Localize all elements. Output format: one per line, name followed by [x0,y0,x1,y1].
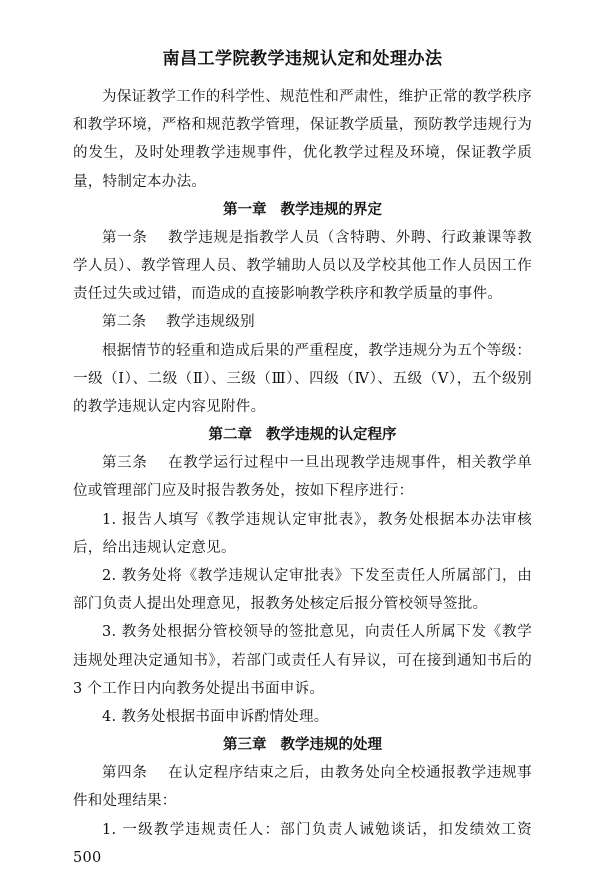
chapter-2-heading [73,421,532,449]
chapter-3-number: 第三章 [223,737,267,754]
article-3: 第三条 在教学运行过程中一旦出现教学违规事件，相关教学单位或管理部门应及时报告教务处，按如下程序进行： [73,455,532,500]
procedure-step-3: 3. 教务处根据分管校领导的签批意见，向责任人所属下发《教学违规处理决定通知书》，若部门或责任人有异议，可在接到通知书后的 3 个工作日内向教务处提出书面申诉。 [73,624,532,697]
chapter-2-title: 教学违规的认定程序 [266,427,397,444]
chapter-2-number: 第二章 [208,427,252,444]
chapter-1-heading [73,196,532,224]
chapter-3-heading [73,731,532,759]
article-1: 第一条 教学违规是指教学人员（含特聘、外聘、行政兼课等教学人员）、教学管理人员、教学辅助人员以及学校其他工作人员因工作责任过失或过错，而造成的直接影响教学秩序和教学质量的事件。 [73,229,532,303]
chapter-3-title: 教学违规的处理 [280,737,382,754]
procedure-step-1: 1. 报告人填写《教学违规认定审批表》，教务处根据本办法审核后，给出违规认定意见。 [73,511,532,556]
chapter-1-number: 第一章 [223,201,267,218]
procedure-step-2: 2. 教务处将《教学违规认定审批表》下发至责任人所属部门，由部门负责人提出处理意见，报教务处核定后报分管校领导签批。 [73,568,532,613]
document-title: 南昌工学院教学违规认定和处理办法 [162,49,443,69]
procedure-step-4: 4. 教务处根据书面申诉酌情处理。 [102,709,329,726]
intro-paragraph: 为保证教学工作的科学性、规范性和严肃性，维护正常的教学秩序和教学环境，严格和规范教学管理，保证教学质量，预防教学违规行为的发生，及时处理教学违规事件，优化教学过程及环境，保证教学质量，特制定本办法。 [73,89,532,190]
article-4: 第四条 在认定程序结束之后，由教务处向全校通报教学违规事件和处理结果： [73,765,532,810]
article-2-body: 根据情节的轻重和造成后果的严重程度，教学违规分为五个等级： [102,342,532,359]
violation-levels: 一级（Ⅰ）、二级（Ⅱ）、三级（Ⅲ）、四级（Ⅳ）、五级（Ⅴ），五个级别的教学违规认定内容见附件。 [73,370,532,416]
chapter-1-title: 教学违规的界定 [280,201,382,218]
article-2-heading: 第二条 教学违规级别 [102,314,255,331]
handling-item-1: 1. 一级教学违规责任人：部门负责人诫勉谈话，扣发绩效工资 500 [73,821,532,866]
